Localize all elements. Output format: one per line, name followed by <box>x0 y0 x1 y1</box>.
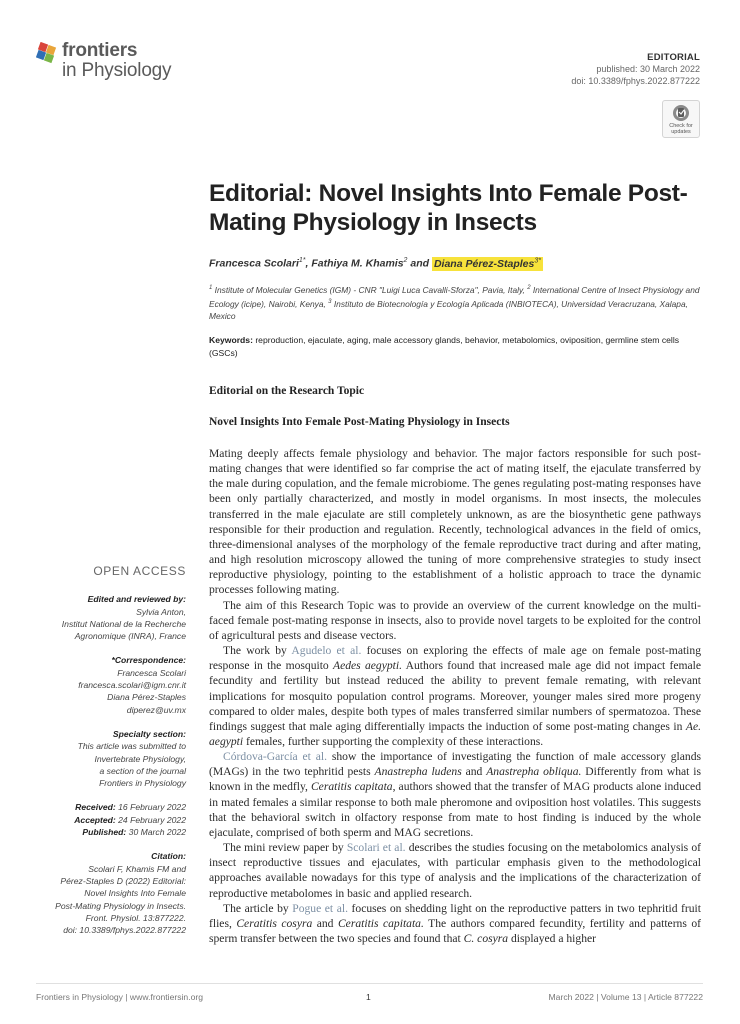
check-updates-icon <box>672 104 690 122</box>
citation-line-1: Scolari F, Khamis FM and <box>88 863 186 874</box>
paragraph-2: The aim of this Research Topic was to provide an overview of the current knowledge on the multi-faced female post-mating response in insects, also to provide novel targets to be exploited for the control of agricultural pests and disease vectors. <box>209 598 701 642</box>
specialty-line-3: a section of the journal <box>99 765 186 776</box>
editor-affiliation-1: Institut National de la Recherche <box>61 618 186 629</box>
logo-text-frontiers: frontiers <box>62 40 138 61</box>
citation-line-2: Pérez-Staples D (2022) Editorial: <box>60 875 186 886</box>
citation-line-4: Post-Mating Physiology in Insects. <box>55 900 186 911</box>
article-sidebar <box>36 565 186 936</box>
page-number: 1 <box>366 992 371 1002</box>
check-updates-label-2: updates <box>671 129 691 135</box>
corr-email-2[interactable]: diperez@uv.mx <box>126 704 186 715</box>
editor-affiliation-2: Agronomique (INRA), France <box>74 631 186 642</box>
research-topic-heading[interactable]: Novel Insights Into Female Post-Mating Physiology in Insects <box>209 416 510 428</box>
correspondence-heading: *Correspondence: <box>111 655 186 666</box>
author-list <box>209 257 543 270</box>
keywords <box>209 334 704 359</box>
affiliations: $^1$ Institute of Molecular Genetics (IGM) - CNR "Luigi Luca Cavalli-Sforza", Pavia, Italy, $^2$ International Centre of Insect Physiology and Ecology (icipe), Nairobi, Kenya, $^3$ Instituto de Biotecnología y Ecología Aplicada (INBIOTECA), Universidad Veracruzana, Xalapa, Mexico <box>209 284 700 322</box>
specialty-line-1: This article was submitted to <box>77 741 186 752</box>
article-doi[interactable]: doi: 10.3389/fphys.2022.877222 <box>571 76 700 86</box>
author-and: and <box>407 257 432 270</box>
author-1-sup: 1* <box>298 257 306 264</box>
citation-line-3: Novel Insights Into Female <box>84 888 186 899</box>
paragraph-5: The mini review paper by Scolari et al. describes the studies focusing on the metabolomics analysis of insect reproductive tissues and ejaculates, with particular emphasis given to the methodological approaches available nowadays for this type of analysis and the implications of the characterization of reproductive metabolomes in basic and applied research. <box>209 841 701 900</box>
publication-info <box>571 52 700 87</box>
specialty-line-4: Frontiers in Physiology <box>99 778 186 789</box>
article-body <box>209 446 701 946</box>
specialty-heading: Specialty section: <box>112 728 186 739</box>
corr-author-2: Diana Pérez-Staples <box>107 692 186 703</box>
published-date-sidebar: Published: 30 March 2022 <box>82 827 186 838</box>
article-title: Editorial: Novel Insights Into Female Post-Mating Physiology in Insects <box>209 180 688 236</box>
frontiers-logo-icon <box>36 42 58 64</box>
published-date: published: 30 March 2022 <box>596 64 700 74</box>
citation-line-5: Front. Physiol. 13:877222. <box>85 912 186 923</box>
check-updates-label-1: Check for <box>669 123 693 129</box>
keywords-text: reproduction, ejaculate, aging, male accessory glands, behavior, metabolomics, oviposition, germline stem cells (GSCs) <box>209 335 680 358</box>
page-footer <box>36 983 703 1002</box>
citation-heading: Citation: <box>151 851 186 862</box>
footer-article-info: March 2022 | Volume 13 | Article 877222 <box>548 992 703 1002</box>
edited-by-heading: Edited and reviewed by: <box>87 594 186 605</box>
logo-text-journal: in Physiology <box>62 60 172 81</box>
keywords-label: Keywords: <box>209 335 253 345</box>
article-type: EDITORIAL <box>647 52 700 63</box>
citation-link-agudelo[interactable]: Agudelo et al. <box>291 644 362 658</box>
editor-name: Sylvia Anton, <box>136 606 186 617</box>
author-2[interactable]: , Fathiya M. Khamis <box>305 257 404 270</box>
check-for-updates-button[interactable] <box>662 100 700 138</box>
citation-link-scolari[interactable]: Scolari et al. <box>346 841 406 855</box>
accepted-date: Accepted: 24 February 2022 <box>74 814 186 825</box>
open-access-label: OPEN ACCESS <box>93 564 186 578</box>
journal-logo[interactable] <box>36 40 176 84</box>
author-2-sup: 2 <box>403 257 408 264</box>
specialty-line-2: Invertebrate Physiology, <box>94 753 186 764</box>
citation-link-cordova[interactable]: Córdova-García et al. <box>223 750 328 764</box>
citation-link-pogue[interactable]: Pogue et al. <box>292 901 348 915</box>
paragraph-4: Córdova-García et al. show the importance of investigating the function of male accessory glands (MAGs) in the two tephritid pests Anastrepha ludens and Anastrepha obliqua. Differently from what is known in the medfly, Ceratitis capitata, authors showed that the transfer of MAG products alone induced in mated females a similar response to both male pheromone and oviposition host volatiles. This suggests that the behavioral switch in olfactory response from mate to host finding is induced by the whole ejaculate, comprised of both sperm and MAG secretions. <box>209 750 702 839</box>
paragraph-3: The work by Agudelo et al. focuses on exploring the effects of male age on female post-mating response in the mosquito Aedes aegypti. Authors found that increased male age did not impact female fecundity and fertility but instead reduced the ability to prevent female remating, with relevant implications for mosquito population control programs. Moreover, younger males sired more progeny compared to older males, despite both types of males transferred similar numbers of spermatozoa. These findings suggest that male aging differentially impacts the induction of some post-mating changes in Ae. aegypti females, further supporting the complexity of these interactions. <box>209 644 701 748</box>
corr-email-1[interactable]: francesca.scolari@igm.cnr.it <box>78 680 186 691</box>
editorial-on-heading: Editorial on the Research Topic <box>209 385 365 397</box>
received-date: Received: 16 February 2022 <box>75 802 186 813</box>
citation-doi[interactable]: doi: 10.3389/fphys.2022.877222 <box>63 925 186 936</box>
paragraph-1: Mating deeply affects female physiology and behavior. The major factors responsible for such post-mating changes that were identified so far comprise the act of mating itself, the ejaculate transferred by the male during copulation, and the female microbiome. The genes regulating post-mating responses have been only partially characterized, and mostly in model organisms. In most insects, the molecules transferred in the male ejaculate are still completely unknown, as are the biosynthetic gene pathways responsible for their production and regulation. Recently, technological advances in the field of omics, three-dimensional analyses of the morphology of the female reproductive tract during and after mating, and high resolution microscopy allowed the tuning of more comprehensive strategies to study insect reproductive physiology, pointing to the establishment of a holistic approach to trace the dynamic processes following mating. <box>209 447 701 597</box>
footer-journal-link[interactable]: Frontiers in Physiology | www.frontiersin.org <box>36 992 204 1002</box>
author-3-highlighted[interactable]: Diana Pérez-Staples$^{3*}$ <box>433 257 541 270</box>
corr-author-1: Francesca Scolari <box>117 667 186 678</box>
author-1[interactable]: Francesca Scolari <box>209 257 299 270</box>
paragraph-6: The article by Pogue et al. focuses on shedding light on the reproductive patters in two tephritid fruit flies, Ceratitis cosyra and Ceratitis capitata. The authors compared fecundity, fertility and patterns of sperm transfer between the two species and found that C. cosyra displayed a higher <box>209 901 702 945</box>
